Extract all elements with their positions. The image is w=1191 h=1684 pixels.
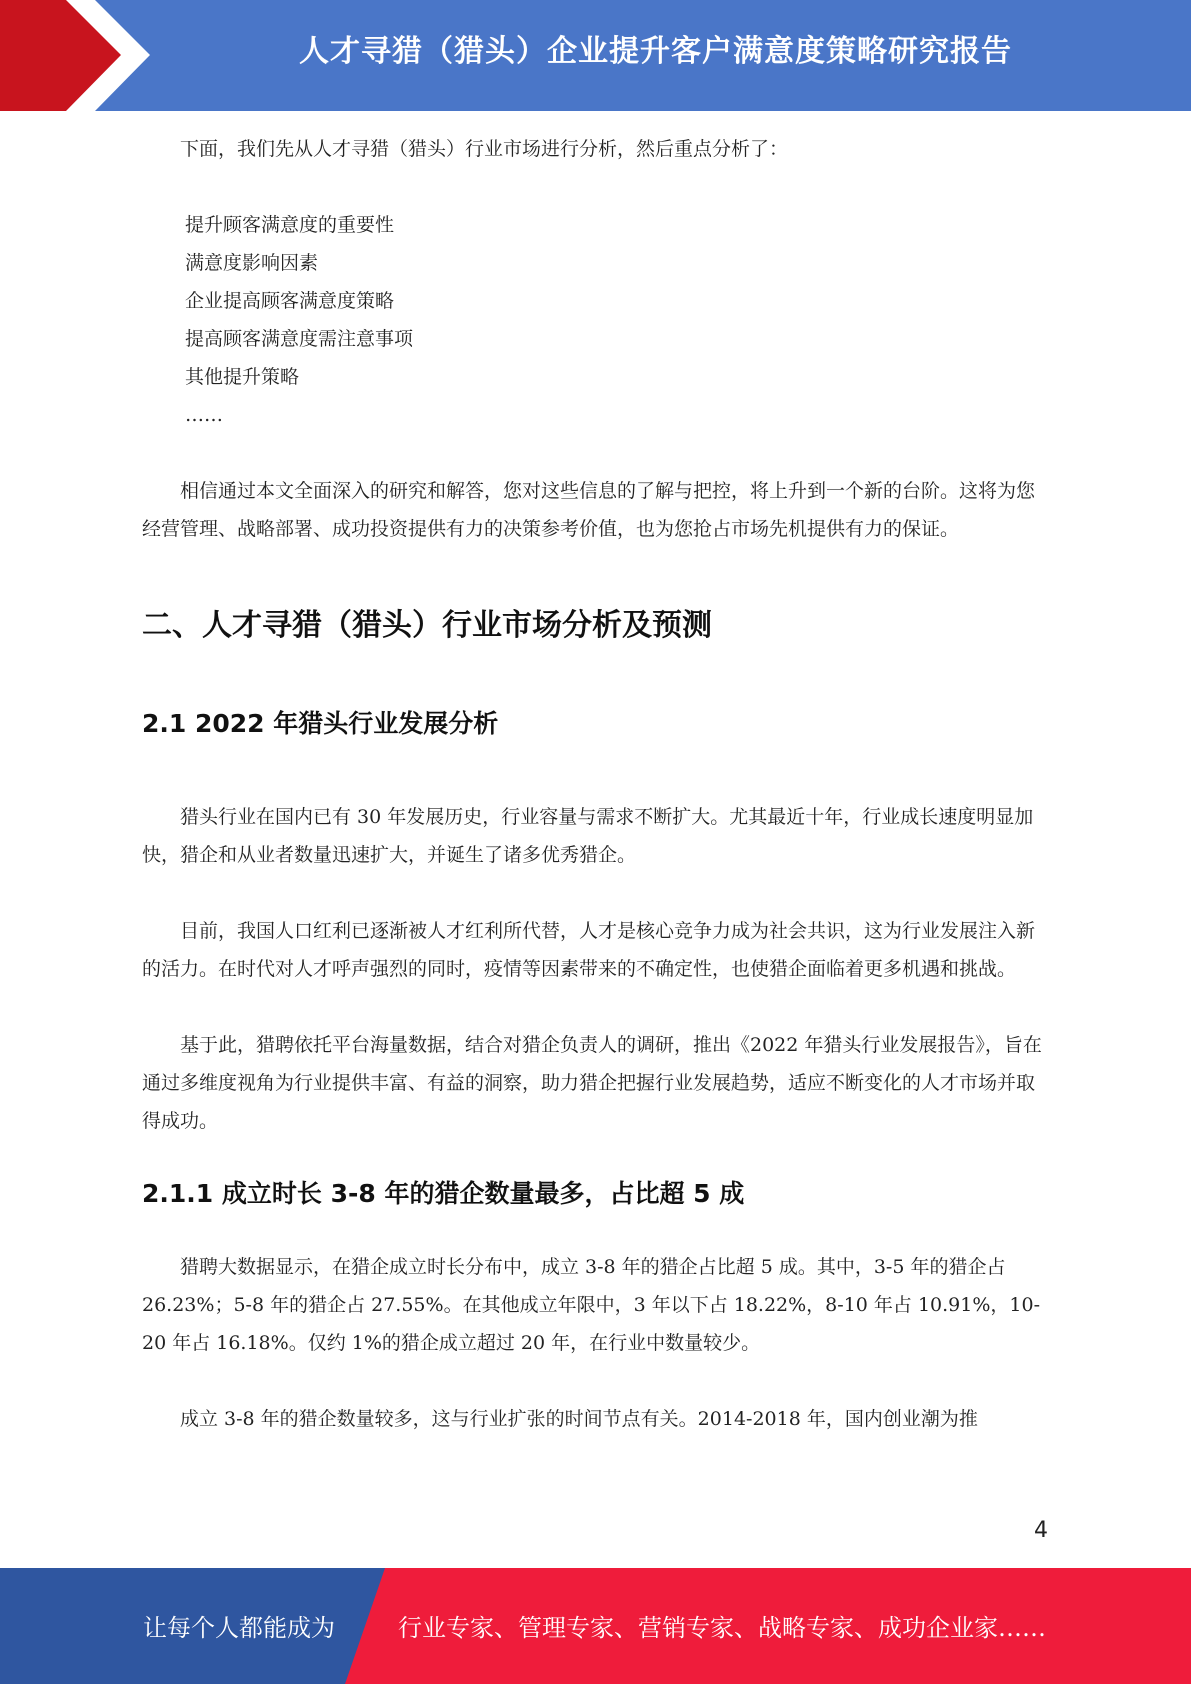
list-item: 企业提高顾客满意度策略: [185, 290, 395, 312]
list-item: 满意度影响因素: [185, 252, 319, 274]
subsection-heading: 2.1 2022 年猎头行业发展分析: [142, 709, 499, 738]
section-heading: 二、人才寻猎（猎头）行业市场分析及预测: [142, 608, 712, 643]
list-item: 提高顾客满意度需注意事项: [185, 328, 414, 350]
page-footer: [0, 1568, 1191, 1684]
footer-slogan-left: 让每个人都能成为: [143, 1614, 335, 1642]
paragraph: 猎聘大数据显示，在猎企成立时长分布中，成立 3-8 年的猎企占比超 5 成。其中，3-5 年的猎企占 26.23%；5-8 年的猎企占 27.55%。在其他成立年限中，3 年以下占 18.22%，8-10 年占 10.91%，10-20 年占 16.18%。仅约 1%的猎企成立超过 20 年，在行业中数量较少。: [142, 1256, 1040, 1354]
paragraph: 猎头行业在国内已有 30 年发展历史，行业容量与需求不断扩大。尤其最近十年，行业成长速度明显加快，猎企和从业者数量迅速扩大，并诞生了诸多优秀猎企。: [142, 806, 1034, 866]
header-title: 人才寻猎（猎头）企业提升客户满意度策略研究报告: [299, 34, 1012, 69]
list-item: 提升顾客满意度的重要性: [185, 214, 395, 236]
footer-slogan-right: 行业专家、管理专家、营销专家、战略专家、成功企业家……: [398, 1614, 1046, 1642]
subsubsection-heading: 2.1.1 成立时长 3-8 年的猎企数量最多，占比超 5 成: [142, 1179, 745, 1208]
paragraph: 基于此，猎聘依托平台海量数据，结合对猎企负责人的调研，推出《2022 年猎头行业发展报告》，旨在通过多维度视角为行业提供丰富、有益的洞察，助力猎企把握行业发展趋势，适应不断变化的人才市场并取得成功。: [142, 1034, 1042, 1132]
page-header: [0, 0, 1191, 111]
paragraph: 成立 3-8 年的猎企数量较多，这与行业扩张的时间节点有关。2014-2018 年，国内创业潮为推: [180, 1408, 978, 1430]
intro-topic-list: [142, 206, 1047, 434]
intro-lead: 下面，我们先从人才寻猎（猎头）行业市场进行分析，然后重点分析了：: [180, 138, 789, 160]
document-body: [142, 130, 1047, 1438]
page-number: 4: [1034, 1518, 1048, 1543]
intro-closing: 相信通过本文全面深入的研究和解答，您对这些信息的了解与把控，将上升到一个新的台阶。这将为您经营管理、战略部署、成功投资提供有力的决策参考价值，也为您抢占市场先机提供有力的保证。: [142, 480, 1036, 540]
list-item: 其他提升策略: [185, 366, 300, 388]
paragraph: 目前，我国人口红利已逐渐被人才红利所代替，人才是核心竞争力成为社会共识，这为行业发展注入新的活力。在时代对人才呼声强烈的同时，疫情等因素带来的不确定性，也使猎企面临着更多机遇和挑战。: [142, 920, 1036, 980]
list-item: ……: [185, 404, 223, 426]
